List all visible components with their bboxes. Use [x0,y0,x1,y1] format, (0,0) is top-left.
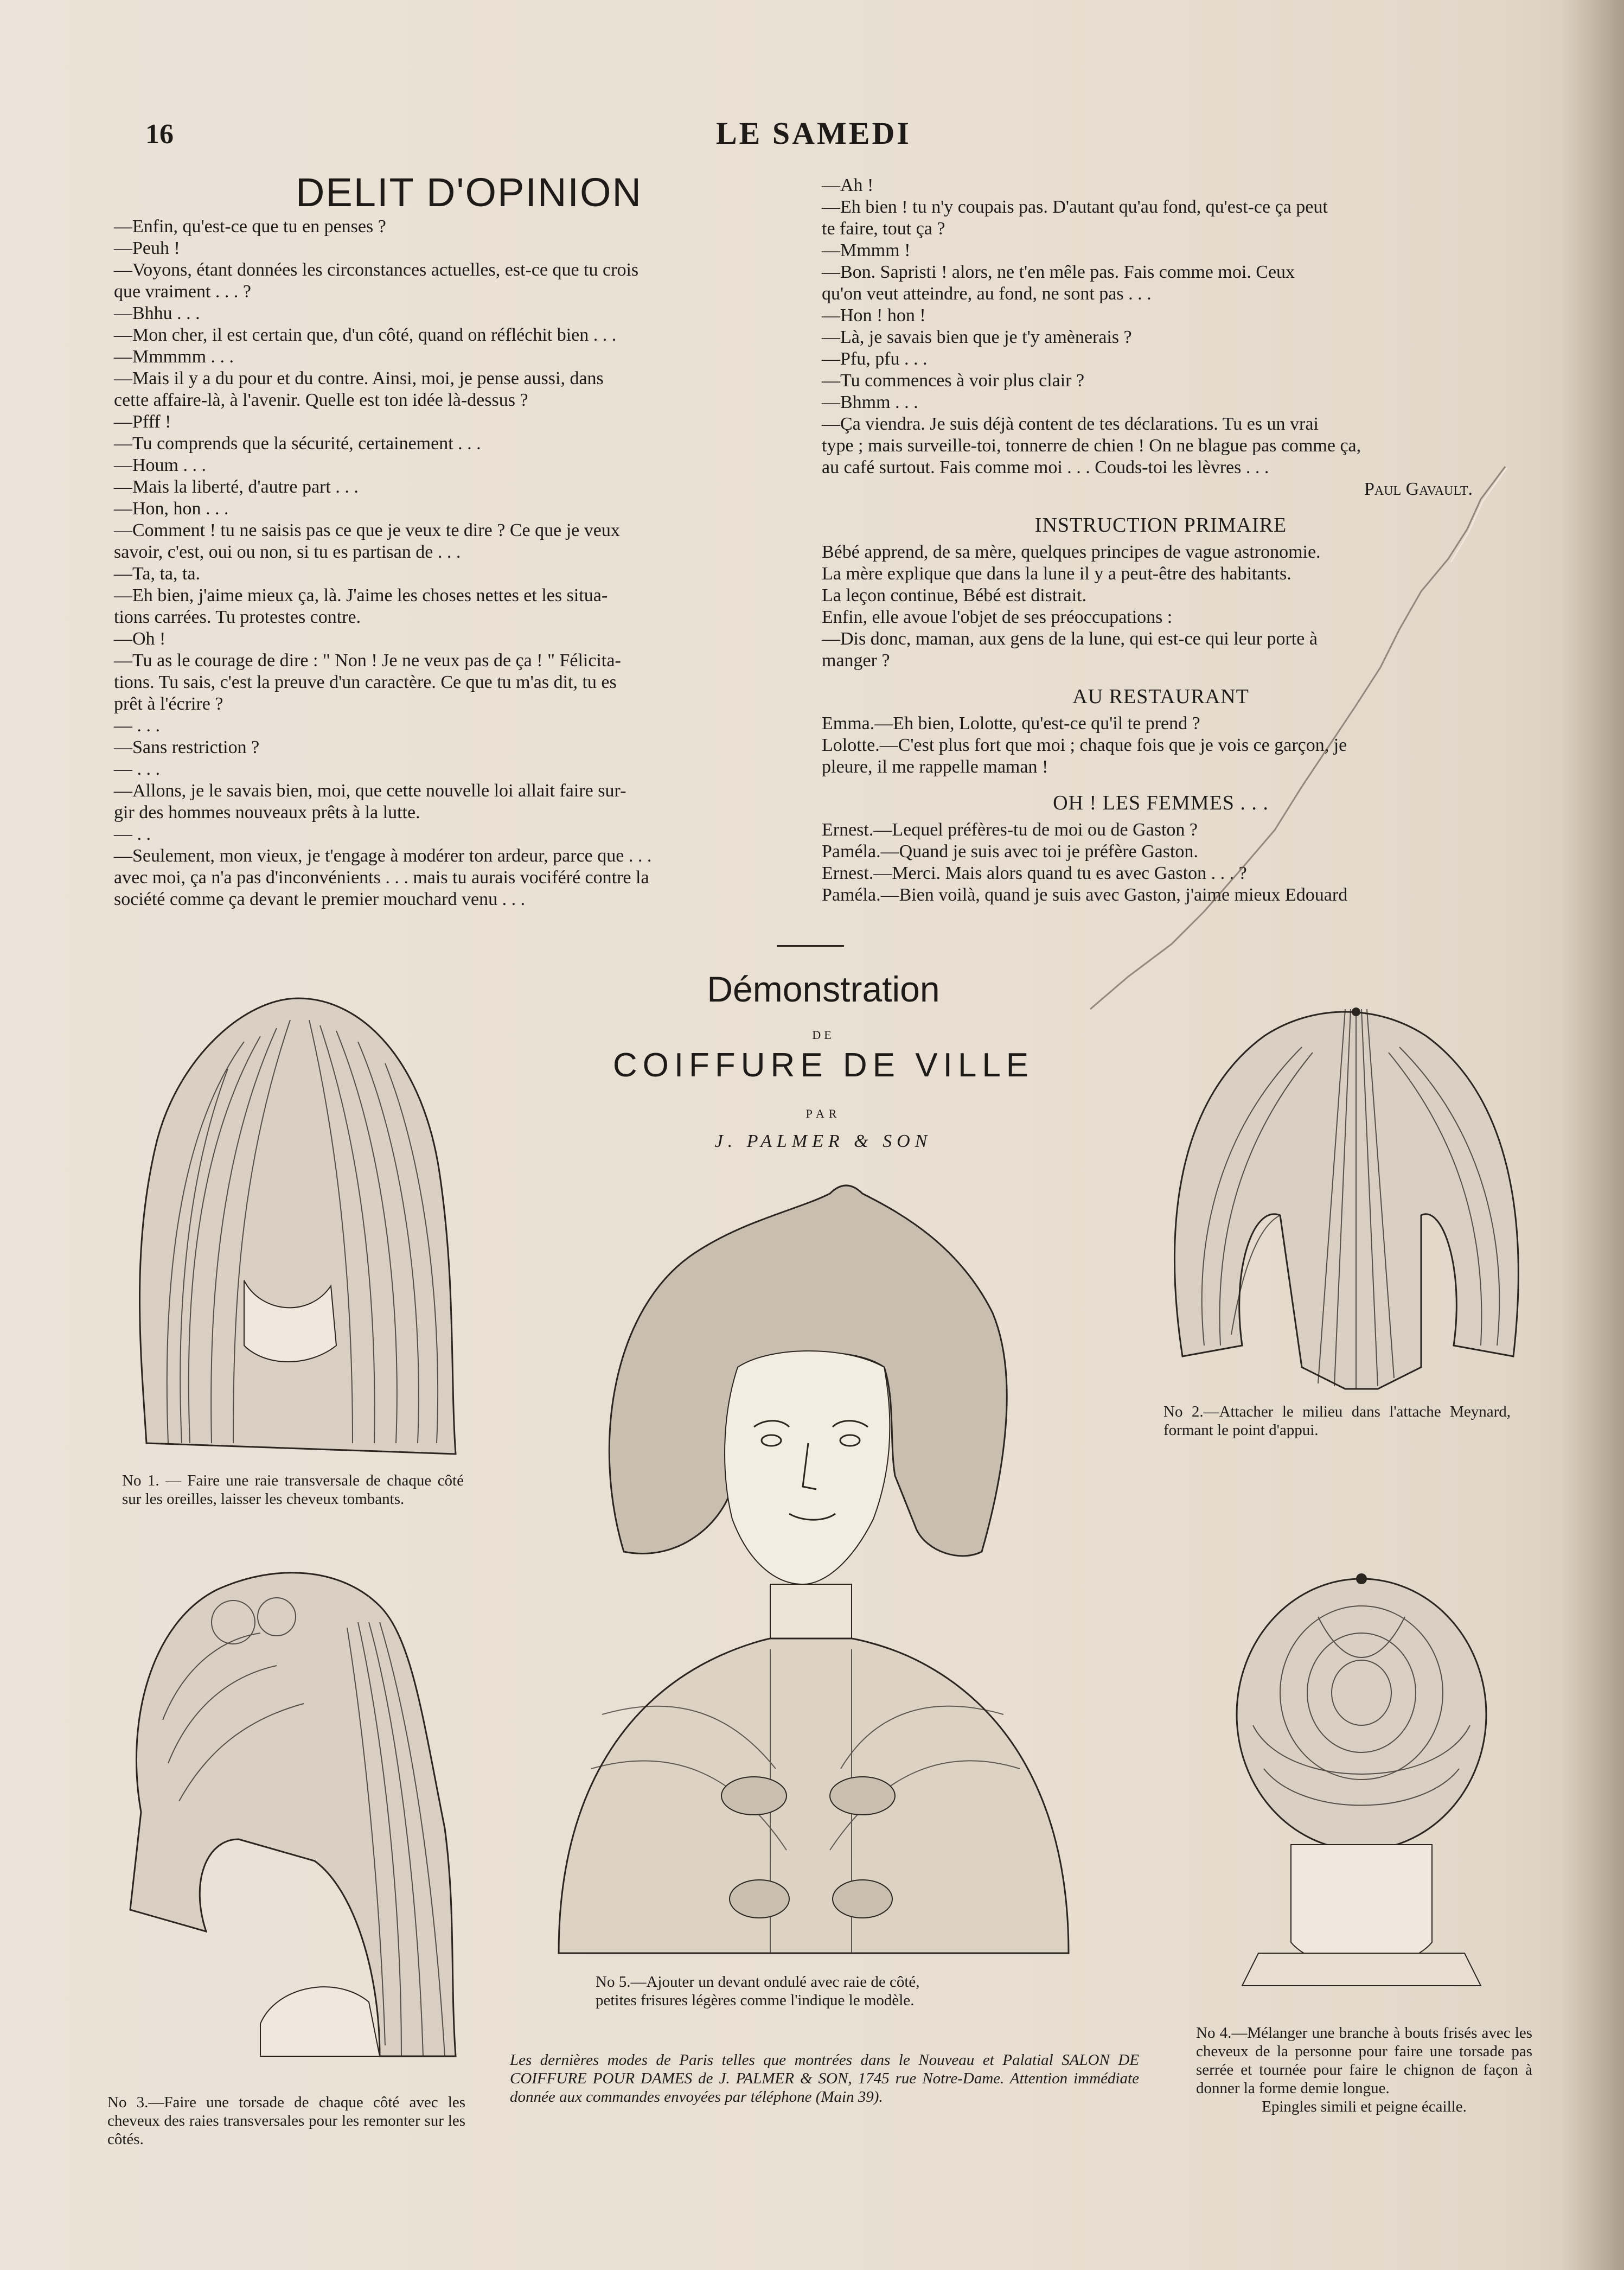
dialogue-line: —Tu comprends que la sécurité, certainement . . . [114,433,481,454]
caption-no4 [1196,2024,1532,2116]
dialogue-line: avec moi, ça n'a pas d'inconvénients . . . mais tu aurais vociféré contre la [114,868,649,888]
dialogue-line: au café surtout. Fais comme moi . . . Couds-toi les lèvres . . . [822,457,1269,477]
dialogue-line: te faire, tout ça ? [822,219,945,239]
demonstration-par: PAR [805,1107,841,1120]
caption-no4-text: No 4.—Mélanger une branche à bouts frisés avec les cheveux de la personne pour faire une torsade pas serrée et tournée pour faire le chignon de façon à donner la forme demie longue. [1196,2024,1532,2097]
dialogue-line: —Bhmm . . . [822,392,918,412]
dialogue-line: —Bhhu . . . [114,303,200,323]
section-title-femmes: OH ! LES FEMMES . . . [1053,792,1269,814]
dialogue-line: —Sans restriction ? [114,737,260,757]
dialogue-line: gir des hommes nouveaux prêts à la lutte. [114,802,420,822]
hair-illustration-3 [98,1557,488,2078]
dialogue-line: —Pfff ! [114,412,171,432]
dialogue-line: — . . . [114,759,160,779]
anecdote-line: manger ? [822,651,890,671]
caption-no5-line1: No 5.—Ajouter un devant ondulé avec raie de côté, [596,1973,920,1991]
article-signature: Paul Gavault. [1364,479,1473,499]
dialogue-line: —Peuh ! [114,238,180,258]
section-divider [777,945,844,947]
dialogue-line: —Ah ! [822,175,874,195]
dialogue-line: —Hon ! hon ! [822,305,926,326]
dialogue-line: tions carrées. Tu protestes contre. [114,607,361,627]
author-credit: J. PALMER & SON [714,1131,932,1151]
anecdote-line: Ernest.—Lequel préfères-tu de moi ou de Gaston ? [822,820,1198,840]
dialogue-line: —Oh ! [114,629,166,649]
dialogue-line: type ; mais surveille-toi, tonnerre de chien ! On ne blague pas comme ça, [822,436,1361,456]
coiffure-title: COIFFURE DE VILLE [612,1047,1034,1084]
dialogue-line: —Enfin, qu'est-ce que tu en penses ? [114,216,386,237]
caption-no5-line2: petites frisures légères comme l'indique le modèle. [596,1992,915,2009]
dialogue-line: —Ta, ta, ta. [114,564,201,584]
dialogue-line: —Mais la liberté, d'autre part . . . [114,477,359,497]
dialogue-line: —Là, je savais bien que je t'y amènerais ? [822,327,1132,347]
hair-illustration-2 [1139,987,1551,1400]
anecdote-line: —Dis donc, maman, aux gens de la lune, qui est-ce qui leur porte à [822,629,1318,649]
demonstration-de: DE [812,1028,835,1042]
dialogue-line: —Comment ! tu ne saisis pas ce que je veux te dire ? Ce que je veux [114,520,620,540]
anecdote-line: Paméla.—Quand je suis avec toi je préfère Gaston. [822,841,1198,862]
dialogue-line: prêt à l'écrire ? [114,694,223,714]
dialogue-line: — . . . [114,716,160,736]
section-title-restaurant: AU RESTAURANT [1072,685,1249,708]
hair-illustration-1 [81,977,472,1465]
dialogue-line: tions. Tu sais, c'est la preuve d'un caractère. Ce que tu m'as dit, tu es [114,672,617,692]
dialogue-line: —Hon, hon . . . [114,499,229,519]
dialogue-line: —Mmmmm . . . [114,347,234,367]
dialogue-line: —Ça viendra. Je suis déjà content de tes déclarations. Tu es un vrai [822,414,1319,434]
anecdote-line: Ernest.—Merci. Mais alors quand tu es avec Gaston . . . ? [822,863,1247,883]
caption-no5 [596,1973,1062,2010]
dialogue-line: —Eh bien ! tu n'y coupais pas. D'autant qu'au fond, qu'est-ce ça peut [822,197,1328,217]
dialogue-line: qu'on veut atteindre, au fond, ne sont pas . . . [822,284,1152,304]
anecdote-line: Paméla.—Bien voilà, quand je suis avec Gaston, j'aime mieux Edouard [822,885,1348,905]
demonstration-heading: Démonstration [707,969,940,1009]
hair-illustration-4 [1210,1563,1513,1997]
dialogue-line: —Houm . . . [114,455,206,475]
article-title: DELIT D'OPINION [296,170,642,215]
salon-advertisement-note: Les dernières modes de Paris telles que montrées dans le Nouveau et Palatial SALON DE COIFFURE POUR DAMES de J. PALMER & SON, 1745 rue Notre-Dame. Attention immédiate donnée aux commandes envoyées par téléphone (Main 39). [510,2051,1139,2106]
dialogue-line: —Mmmm ! [822,240,911,260]
dialogue-line: —Bon. Sapristi ! alors, ne t'en mêle pas. Fais comme moi. Ceux [822,262,1295,282]
anecdote-line: La mère explique que dans la lune il y a peut-être des habitants. [822,564,1291,584]
page-number: 16 [145,119,174,150]
masthead: LE SAMEDI [716,116,911,151]
dialogue-line: savoir, c'est, oui ou non, si tu es partisan de . . . [114,542,461,562]
anecdote-line: Emma.—Eh bien, Lolotte, qu'est-ce qu'il te prend ? [822,713,1200,734]
anecdote-line: La leçon continue, Bébé est distrait. [822,585,1087,605]
dialogue-line: —Seulement, mon vieux, je t'engage à modérer ton ardeur, parce que . . . [114,846,652,866]
anecdote-line: Enfin, elle avoue l'objet de ses préoccupations : [822,607,1173,627]
dialogue-line: —Allons, je le savais bien, moi, que cette nouvelle loi allait faire sur- [114,781,626,801]
section-title-instruction: INSTRUCTION PRIMAIRE [1034,514,1287,537]
dialogue-line: cette affaire-là, à l'avenir. Quelle est ton idée là-dessus ? [114,390,528,410]
anecdote-line: Bébé apprend, de sa mère, quelques principes de vague astronomie. [822,542,1321,562]
dialogue-line: — . . [114,824,151,844]
dialogue-line: —Pfu, pfu . . . [822,349,928,369]
caption-no1: No 1. — Faire une raie transversale de chaque côté sur les oreilles, laisser les cheveux tombants. [122,1472,464,1508]
anecdote-line: pleure, il me rappelle maman ! [822,757,1048,777]
caption-no4-extra: Epingles simili et peigne écaille. [1262,2098,1467,2115]
dialogue-line: —Tu as le courage de dire : " Non ! Je ne veux pas de ça ! " Félicita- [114,651,621,671]
caption-no3: No 3.—Faire une torsade de chaque côté avec les cheveux des raies transversales pour les remonter sur les côtés. [107,2094,465,2148]
portrait-illustration [515,1172,1096,1964]
dialogue-line: —Mais il y a du pour et du contre. Ainsi, moi, je pense aussi, dans [114,368,604,388]
dialogue-line: —Voyons, étant données les circonstances actuelles, est-ce que tu crois [114,260,639,280]
dialogue-line: —Tu commences à voir plus clair ? [822,371,1085,391]
dialogue-line: que vraiment . . . ? [114,282,252,302]
caption-no2: No 2.—Attacher le milieu dans l'attache Meynard, formant le point d'appui. [1163,1403,1511,1439]
dialogue-line: société comme ça devant le premier mouchard venu . . . [114,889,526,909]
dialogue-line: —Mon cher, il est certain que, d'un côté, quand on réfléchit bien . . . [114,325,617,345]
anecdote-line: Lolotte.—C'est plus fort que moi ; chaque fois que je vois ce garçon, je [822,735,1347,755]
dialogue-line: —Eh bien, j'aime mieux ça, là. J'aime les choses nettes et les situa- [114,585,608,605]
